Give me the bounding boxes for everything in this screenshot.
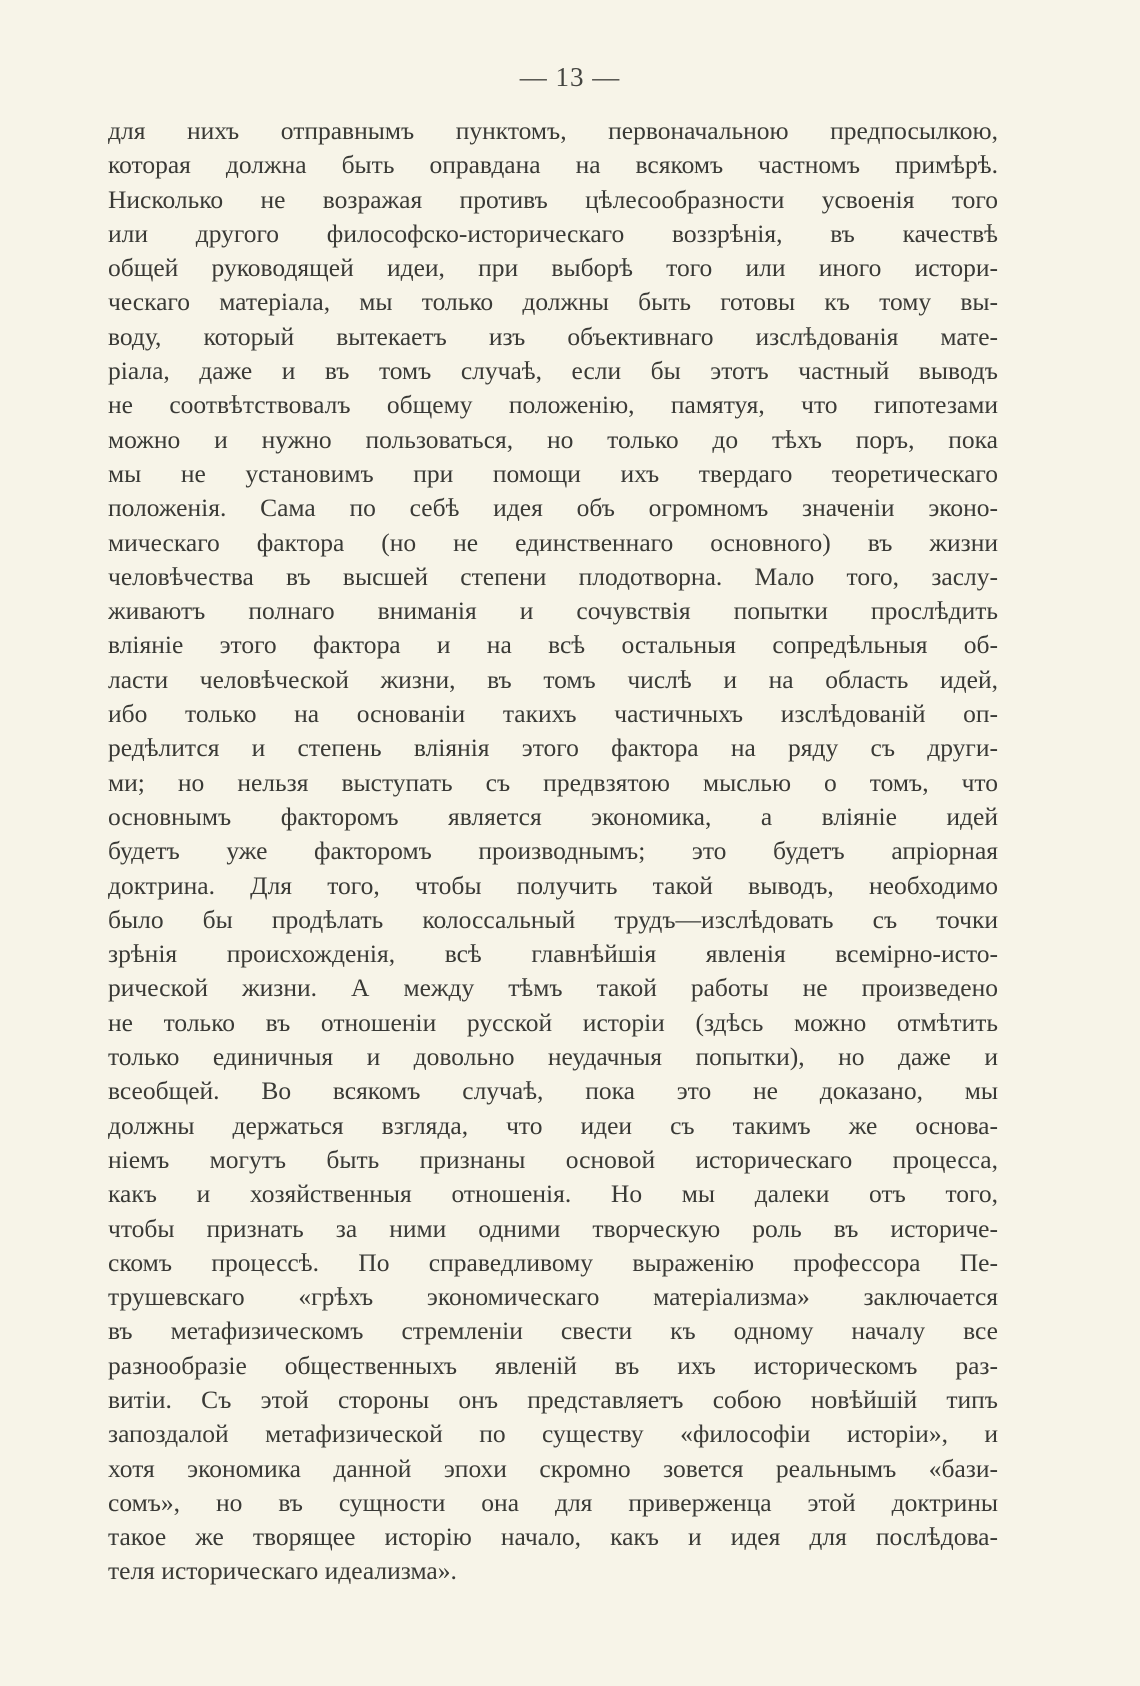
text-line: ніемъ могутъ быть признаны основой историческаго процесса,	[108, 1144, 998, 1174]
text-line: ласти человѣческой жизни, въ томъ числѣ и на область идей,	[108, 664, 998, 694]
text-line: было бы продѣлать колоссальный трудъ—изслѣдовать съ точки	[108, 904, 998, 934]
text-line: редѣлится и степень вліянія этого фактора на ряду съ други-	[108, 733, 998, 763]
text-line: скомъ процессѣ. По справедливому выраженію профессора Пе-	[108, 1247, 998, 1277]
text-line: которая должна быть оправдана на всякомъ частномъ примѣрѣ.	[108, 150, 998, 180]
text-line: человѣчества въ высшей степени плодотворна. Мало того, заслу-	[108, 561, 998, 591]
text-line: должны держаться взгляда, что идеи съ такимъ же основа-	[108, 1110, 998, 1140]
text-line: запоздалой метафизической по существу «философіи исторіи», и	[108, 1419, 998, 1449]
text-line: Нисколько не возражая противъ цѣлесообразности усвоенія того	[108, 184, 998, 214]
text-line: будетъ уже факторомъ производнымъ; это будетъ апріорная	[108, 836, 998, 866]
body-text	[108, 114, 998, 1589]
text-line: въ метафизическомъ стремленіи свести къ одному началу все	[108, 1316, 998, 1346]
text-line: вліяніе этого фактора и на всѣ остальныя сопредѣльныя об-	[108, 630, 998, 660]
text-line: не только въ отношеніи русской исторіи (здѣсь можно отмѣтить	[108, 1007, 998, 1037]
text-line: общей руководящей идеи, при выборѣ того или иного истори-	[108, 253, 998, 283]
text-line: ческаго матеріала, мы только должны быть готовы къ тому вы-	[108, 287, 998, 317]
text-line: разнообразіе общественныхъ явленій въ ихъ историческомъ раз-	[108, 1350, 998, 1380]
text-line: мы не установимъ при помощи ихъ твердаго теоретическаго	[108, 458, 998, 488]
text-line: теля историческаго идеализма».	[108, 1556, 457, 1586]
text-line: ибо только на основаніи такихъ частичныхъ изслѣдованій оп-	[108, 699, 998, 729]
text-line: какъ и хозяйственныя отношенія. Но мы далеки отъ того,	[108, 1179, 998, 1209]
text-line: или другого философско-историческаго воззрѣнія, въ качествѣ	[108, 218, 998, 248]
text-line: трушевскаго «грѣхъ экономическаго матеріализма» заключается	[108, 1282, 998, 1312]
text-line: зрѣнія происхожденія, всѣ главнѣйшія явленія всемірно-исто-	[108, 939, 998, 969]
text-line: основнымъ факторомъ является экономика, а вліяніе идей	[108, 801, 998, 831]
text-line: мическаго фактора (но не единственнаго основного) въ жизни	[108, 527, 998, 557]
text-line: только единичныя и довольно неудачныя попытки), но даже и	[108, 1042, 998, 1072]
text-line: положенія. Сама по себѣ идея объ огромномъ значеніи эконо-	[108, 493, 998, 523]
text-line: ріала, даже и въ томъ случаѣ, если бы этотъ частный выводъ	[108, 356, 998, 386]
text-line: для нихъ отправнымъ пунктомъ, первоначальною предпосылкою,	[108, 116, 998, 145]
text-line: чтобы признать за ними одними творческую роль въ историче-	[108, 1213, 998, 1243]
text-line: ми; но нельзя выступать съ предвзятою мыслью о томъ, что	[108, 767, 998, 797]
page-number: — 13 —	[519, 62, 621, 92]
text-line: сомъ», но въ сущности она для приверженца этой доктрины	[108, 1487, 998, 1517]
text-line: можно и нужно пользоваться, но только до тѣхъ поръ, пока	[108, 424, 998, 454]
text-line: доктрина. Для того, чтобы получить такой выводъ, необходимо	[108, 870, 998, 900]
text-line: хотя экономика данной эпохи скромно зовется реальнымъ «бази-	[108, 1453, 998, 1483]
text-line: рической жизни. А между тѣмъ такой работы не произведено	[108, 973, 998, 1003]
text-line: всеобщей. Во всякомъ случаѣ, пока это не доказано, мы	[108, 1076, 998, 1106]
text-line: витіи. Съ этой стороны онъ представляетъ собою новѣйшій типъ	[108, 1384, 998, 1414]
text-line: живаютъ полнаго вниманія и сочувствія попытки прослѣдить	[108, 596, 998, 626]
text-line: такое же творящее исторію начало, какъ и идея для послѣдова-	[108, 1522, 998, 1552]
text-line: не соотвѣтствовалъ общему положенію, памятуя, что гипотезами	[108, 390, 998, 420]
text-line: воду, который вытекаетъ изъ объективнаго изслѣдованія мате-	[108, 321, 998, 351]
